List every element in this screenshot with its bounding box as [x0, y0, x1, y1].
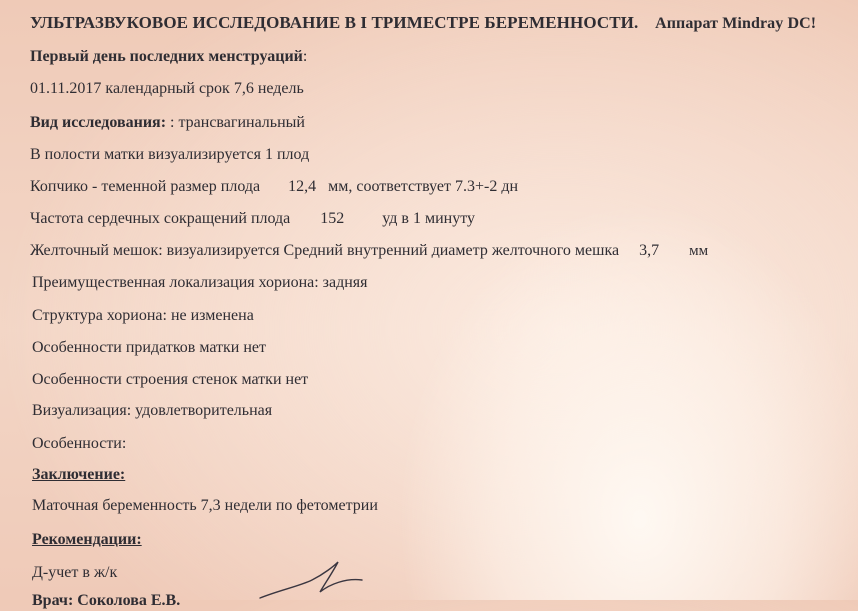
uterine-walls-line: Особенности строения стенок матки нет [32, 371, 309, 388]
chorion-location-line: Преимущественная локализация хориона: задняя [32, 274, 368, 291]
report-title [30, 13, 816, 34]
lmp-date: 01.11.2017 [30, 80, 102, 97]
heart-rate-line [30, 209, 475, 229]
signature-scribble [250, 560, 370, 600]
hr-label: Частота сердечных сокращений плода [30, 210, 291, 227]
exam-type-label: Вид исследования: [30, 114, 167, 131]
adnexa-line: Особенности придатков матки нет [32, 339, 267, 356]
exam-type-line [30, 113, 305, 133]
title-text: УЛЬТРАЗВУКОВОЕ ИССЛЕДОВАНИЕ В I ТРИМЕСТРЕ БЕРЕМЕННОСТИ. [30, 13, 639, 32]
lmp-date-line [30, 79, 304, 99]
lmp-label: Первый день последних менструаций [30, 48, 303, 65]
exam-type-value: : трансвагинальный [170, 114, 305, 131]
yolk-unit: мм [689, 243, 709, 259]
yolk-value: 3,7 [639, 242, 660, 259]
lmp-label-line [30, 47, 307, 67]
apparatus-text: Аппарат Mindray DC! [655, 15, 817, 32]
crl-line [30, 177, 518, 197]
crl-label: Копчико - теменной размер плода [30, 178, 261, 195]
recommendations-heading: Рекомендации: [32, 531, 142, 548]
yolk-label: Желточный мешок: визуализируется Средний внутренний диаметр желточного мешка [30, 242, 620, 259]
lmp-colon: : [302, 48, 308, 65]
crl-suffix: мм, соответствует 7.3+-2 дн [328, 178, 519, 195]
lmp-term: календарный срок 7,6 недель [105, 80, 304, 97]
visualization-line: Визуализация: удовлетворительная [32, 402, 273, 419]
hr-unit: уд в 1 минуту [382, 210, 475, 227]
hr-value: 152 [320, 210, 345, 227]
conclusion-heading: Заключение: [32, 466, 126, 483]
fetus-count-line: В полости матки визуализируется 1 плод [30, 146, 310, 163]
conclusion-text: Маточная беременность 7,3 недели по фетометрии [32, 497, 378, 514]
peculiarities-line: Особенности: [32, 435, 127, 452]
recommendations-text: Д-учет в ж/к [32, 564, 118, 581]
chorion-structure-line: Структура хориона: не изменена [32, 307, 254, 324]
yolk-sac-line [30, 241, 708, 261]
crl-value: 12,4 [288, 178, 317, 195]
doctor-line: Врач: Соколова Е.В. [32, 592, 181, 609]
